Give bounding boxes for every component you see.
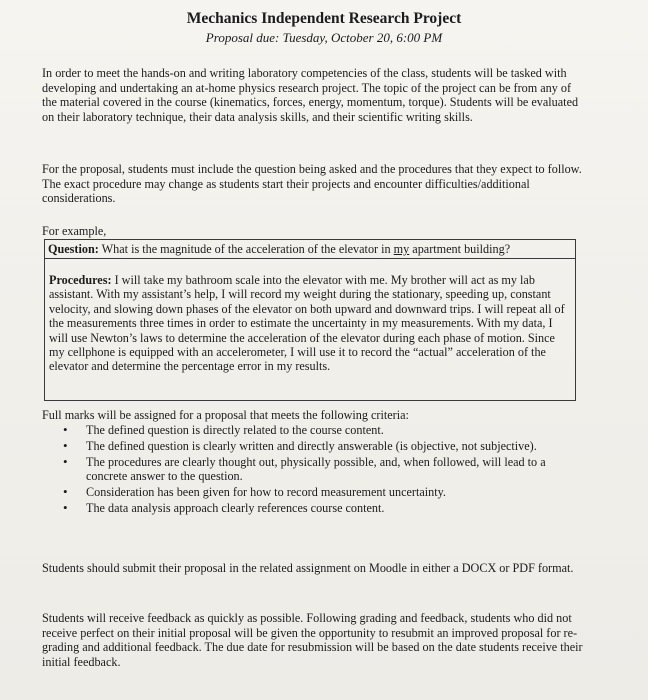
feedback-paragraph: Students will receive feedback as quickly as possible. Following grading and feedback, students who did not receive perfect on their initial proposal will be given the opportunity to resubmit an improved proposal for re-grading and additional feedback. The due date for resubmission will be based on the date students receive their initial feedback. (42, 611, 583, 669)
example-label: For example, (42, 224, 107, 238)
bullet-icon: • (63, 437, 68, 453)
list-item (60, 485, 580, 500)
list-item (60, 455, 580, 484)
list-item (60, 501, 580, 516)
procedures-text: I will take my bathroom scale into the elevator with me. My brother will act as my lab assistant. With my assistant’s help, I will record my weight during the stationary, speeding up, constant velocity, and slowing down phases of the elevator on both upward and downward trips. I will repeat all of the measurements three times in order to estimate the uncertainty in my measurements. With my data, I will use Newton’s laws to determine the acceleration of the elevator during each phase of motion. Since my cellphone is equipped with an accelerometer, I will use it to record the “actual” acceleration of the elevator and determine the percentage error in my results. (49, 273, 565, 374)
proposal-paragraph: For the proposal, students must include the question being asked and the procedures that they expect to follow. The exact procedure may change as students start their projects and encounter difficulties/additional considerations. (42, 162, 582, 206)
criteria-list (60, 423, 580, 517)
question-text-end: apartment building? (409, 242, 511, 256)
criteria-text: The defined question is clearly written and directly answerable (is objective, not subjective). (86, 438, 537, 453)
bullet-icon: • (63, 422, 68, 437)
bullet-icon: • (63, 483, 68, 499)
question-label: Question: (48, 242, 99, 256)
example-box (44, 239, 576, 401)
list-item (60, 439, 580, 454)
submission-paragraph: Students should submit their proposal in the related assignment on Moodle in either a DOCX or PDF format. (42, 561, 574, 575)
criteria-intro: Full marks will be assigned for a proposal that meets the following criteria: (42, 408, 409, 422)
criteria-text: The procedures are clearly thought out, physically possible, and, when followed, will lead to a concrete answer to the question. (86, 454, 546, 484)
question-text-start: What is the magnitude of the acceleration of the elevator in (98, 242, 394, 256)
criteria-text: The defined question is directly related to the course content. (86, 423, 384, 437)
due-date-subtitle: Proposal due: Tuesday, October 20, 6:00 PM (205, 30, 443, 45)
page-title: Mechanics Independent Research Project (186, 10, 462, 27)
example-procedures (49, 273, 573, 374)
question-underlined-word: my (393, 242, 410, 256)
criteria-text: The data analysis approach clearly references course content. (86, 500, 385, 515)
intro-paragraph: In order to meet the hands-on and writing laboratory competencies of the class, students will be tasked with developing and undertaking an at-home physics research project. The topic of the project can be from any of the material covered in the course (kinematics, forces, energy, momentum, torque). Students will be evaluated on their laboratory technique, their data analysis skills, and their scientific writing skills. (42, 66, 579, 124)
procedures-label: Procedures: (49, 273, 112, 287)
example-question (45, 240, 575, 259)
bullet-icon: • (63, 453, 68, 469)
criteria-text: Consideration has been given for how to record measurement uncertainty. (86, 484, 446, 499)
bullet-icon: • (63, 499, 68, 515)
list-item (60, 423, 580, 438)
